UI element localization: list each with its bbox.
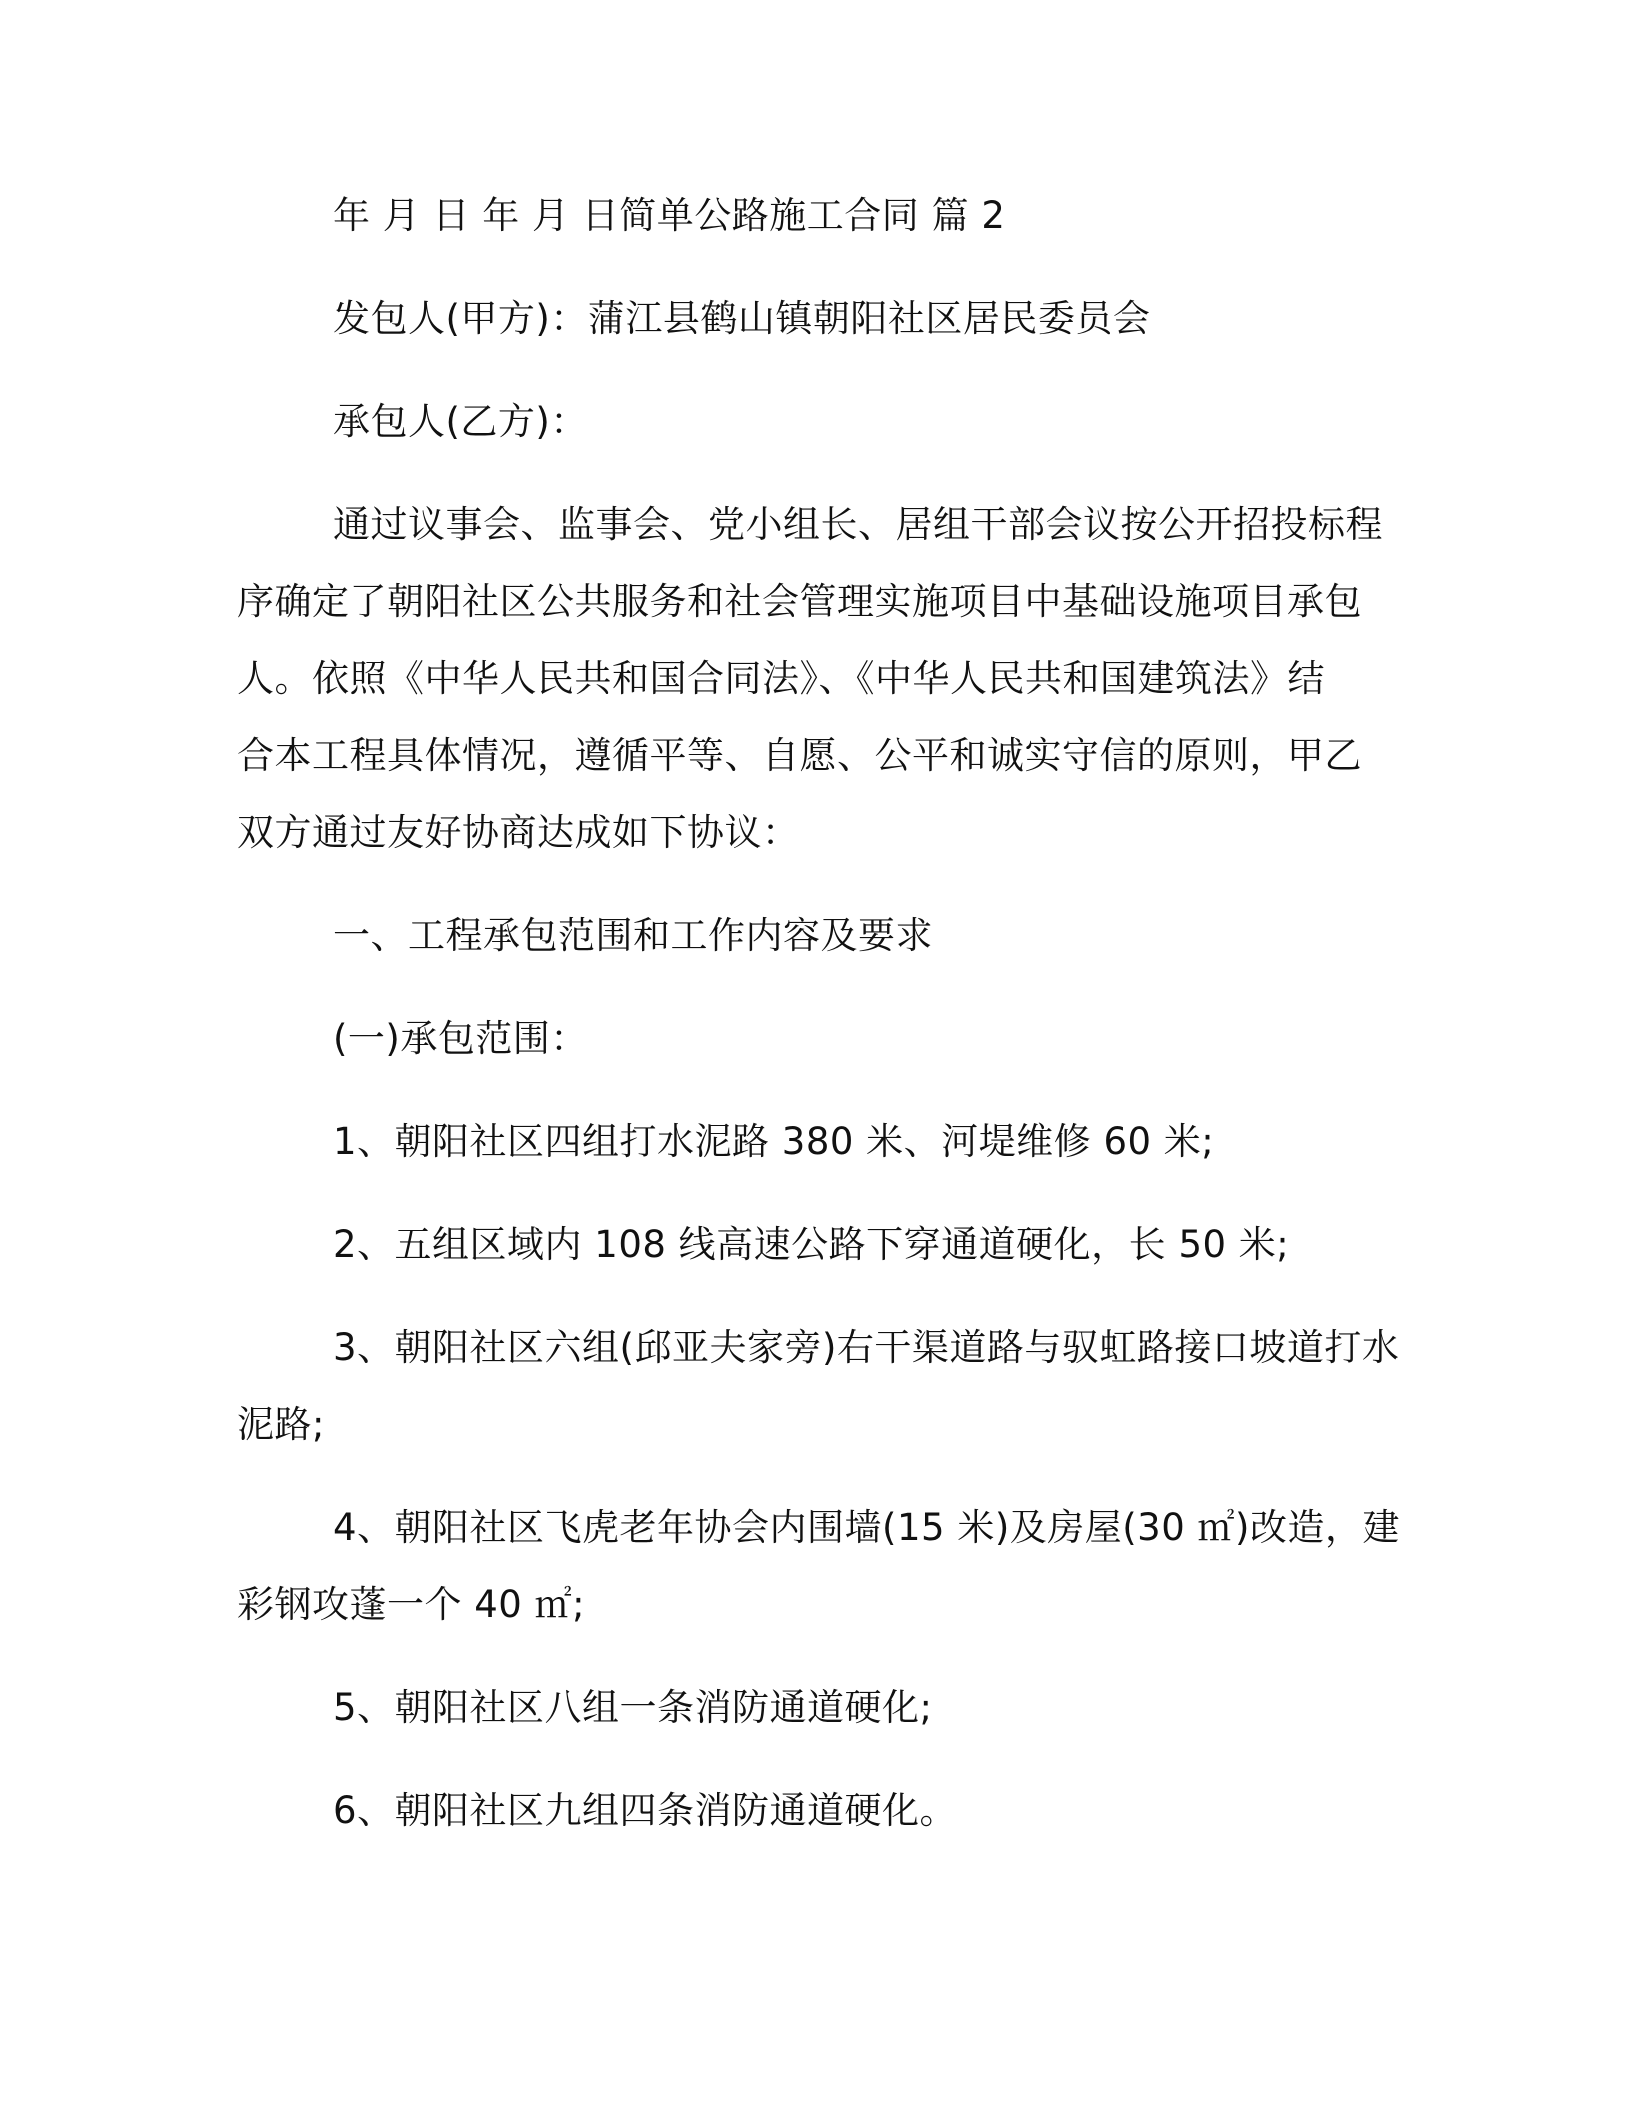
paragraph-line: 人。依照《中华人民共和国合同法》、《中华人民共和国建筑法》结 — [237, 657, 1325, 700]
list-item-continuation: 彩钢攻蓬一个 40 ㎡; — [237, 1583, 586, 1626]
employer-line: 发包人(甲方)：蒲江县鹤山镇朝阳社区居民委员会 — [333, 297, 1151, 340]
list-item: 3、朝阳社区六组(邱亚夫家旁)右干渠道路与驭虹路接口坡道打水 — [333, 1326, 1400, 1369]
paragraph-line: 合本工程具体情况，遵循平等、自愿、公平和诚实守信的原则，甲乙 — [237, 734, 1362, 777]
paragraph-line: 序确定了朝阳社区公共服务和社会管理实施项目中基础设施项目承包 — [237, 580, 1362, 623]
subsection-heading: (一)承包范围： — [333, 1017, 588, 1060]
list-item: 6、朝阳社区九组四条消防通道硬化。 — [333, 1789, 958, 1832]
list-item-continuation: 泥路; — [237, 1403, 325, 1446]
contractor-line: 承包人(乙方)： — [333, 400, 588, 443]
list-item: 1、朝阳社区四组打水泥路 380 米、河堤维修 60 米; — [333, 1120, 1215, 1163]
list-item: 2、五组区域内 108 线高速公路下穿通道硬化，长 50 米; — [333, 1223, 1290, 1266]
document-title: 年 月 日 年 月 日简单公路施工合同 篇 2 — [333, 194, 1006, 237]
paragraph-line: 双方通过友好协商达成如下协议： — [237, 811, 800, 854]
list-item: 4、朝阳社区飞虎老年协会内围墙(15 米)及房屋(30 ㎡)改造，建 — [333, 1506, 1400, 1549]
paragraph-line: 通过议事会、监事会、党小组长、居组干部会议按公开招投标程 — [333, 503, 1383, 546]
section-heading: 一、工程承包范围和工作内容及要求 — [333, 914, 933, 957]
list-item: 5、朝阳社区八组一条消防通道硬化; — [333, 1686, 933, 1729]
